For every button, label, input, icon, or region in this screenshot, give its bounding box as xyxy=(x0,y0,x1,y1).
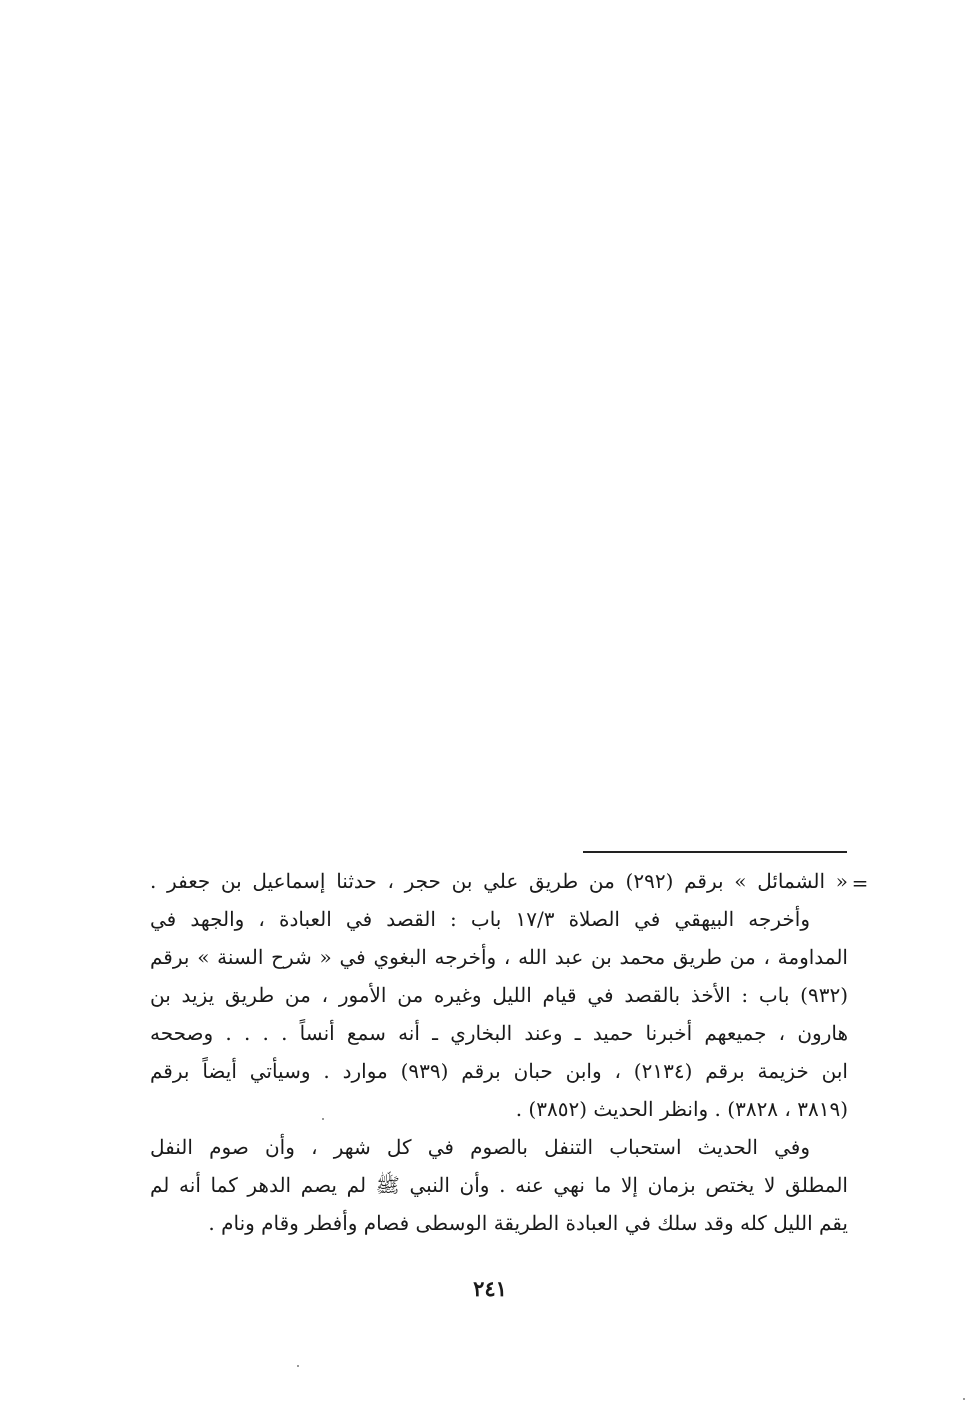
footnote-line: هارون ، جميعهم أخبرنا حميد ـ وعند البخاري ـ أنه سمع أنساً . . . . وصححه xyxy=(150,1021,848,1045)
footnotes-block xyxy=(150,862,848,1242)
footnote-line: يقم الليل كله وقد سلك في العبادة الطريقة الوسطى فصام وأفطر وقام ونام . xyxy=(208,1211,848,1235)
footnote-line: (٣٨١٩ ، ٣٨٢٨) . وانظر الحديث (٣٨٥٢) . xyxy=(515,1097,848,1121)
footnote-line: المداومة ، من طريق محمد بن عبد الله ، وأخرجه البغوي في « شرح السنة » برقم xyxy=(150,945,848,969)
footnote-separator-rule xyxy=(583,851,847,853)
footnote-line: « الشمائل » برقم (٢٩٢) من طريق علي بن حجر ، حدثنا إسماعيل بن جعفر . xyxy=(150,869,848,893)
scan-speck xyxy=(322,1118,324,1120)
page-number: ٢٤١ xyxy=(473,1276,507,1301)
footnote-line: وأخرجه البيهقي في الصلاة ١٧/٣ باب : القصد في العبادة ، والجهد في xyxy=(150,907,811,931)
footnote-line: وفي الحديث استحباب التنفل بالصوم في كل شهر ، وأن صوم النفل xyxy=(150,1135,810,1159)
scan-speck xyxy=(297,1365,299,1367)
footnote-line: (٩٣٢) باب : الأخذ بالقصد في قيام الليل وغيره من الأمور ، من طريق يزيد بن xyxy=(150,983,848,1007)
scan-speck xyxy=(963,1398,965,1400)
footnote-line: ابن خزيمة برقم (٢١٣٤) ، وابن حبان برقم (٩٣٩) موارد . وسيأتي أيضاً برقم xyxy=(150,1059,848,1083)
continuation-mark: = xyxy=(851,871,869,895)
footnote-line: المطلق لا يختص بزمان إلا ما نهي عنه . وأن النبي ﷺ لم يصم الدهر كما أنه لم xyxy=(150,1173,848,1197)
